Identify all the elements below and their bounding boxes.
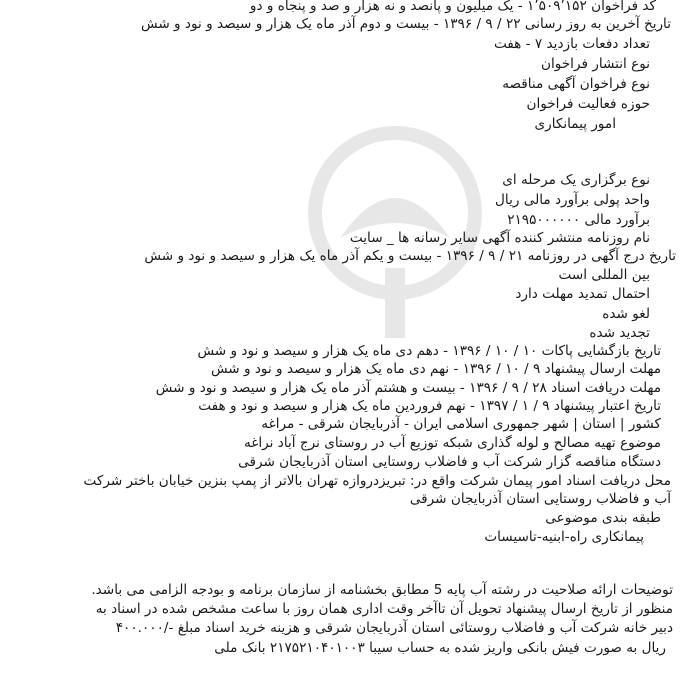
offer-validity-date: تاریخ اعتبار پیشنهاد ۹ / ۱ / ۱۳۹۷ - نهم فروردین ماه یک هزار و سیصد و نود و هفت bbox=[198, 398, 661, 414]
currency-unit: واحد پولی برآورد مالی ریال bbox=[495, 192, 650, 208]
subject-classification: طبقه بندی موضوعی bbox=[545, 510, 661, 526]
description-line-2: منظور از تاریخ ارسال پیشنهاد تحویل آن تاآخر وقت اداری همان روز با ساعت مشخص شده در اسناد به bbox=[95, 601, 673, 617]
opening-date: تاریخ بازگشایی پاکات ۱۰ / ۱۰ / ۱۳۹۶ - دهم دی ماه یک هزار و سیصد و نود و شش bbox=[197, 343, 661, 359]
submission-deadline: مهلت ارسال پیشنهاد ۹ / ۱۰ / ۱۳۹۶ - نهم دی ماه یک هزار و سیصد و نود و شش bbox=[210, 361, 661, 377]
view-count: تعداد دفعات بازدید ۷ - هفت bbox=[493, 36, 650, 52]
classification-value: پیمانکاری راه-ابنیه-تاسیسات bbox=[484, 529, 644, 545]
location: کشور | استان | شهر جمهوری اسلامی ایران - آذربایجان شرقی - مراغه bbox=[261, 416, 661, 432]
holding-type: نوع برگزاری یک مرحله ای bbox=[502, 172, 650, 188]
publication-type: نوع انتشار فراخوان bbox=[540, 56, 650, 72]
subject: موضوع تهیه مصالح و لوله گذاری شبکه توزیع آب در روستای نرج آباد نراغه bbox=[243, 435, 661, 451]
description-line-4: ریال به صورت فیش بانکی واریز شده به حساب سیبا ۲۱۷۵۲۱۰۴۰۱۰۰۳ بانک ملی bbox=[214, 640, 666, 656]
newspaper-name: نام روزنامه منتشر کننده آگهی سایر رسانه ها _ سایت bbox=[349, 230, 650, 246]
last-update-date: تاریخ آخرین به روز رسانی ۲۲ / ۹ / ۱۳۹۶ - بیست و دوم آذر ماه یک هزار و سیصد و نود و شش bbox=[140, 16, 671, 32]
document-pickup-address: محل دریافت اسناد امور پیمان شرکت واقع در: تبریزدروازه تهران بالاتر از پمپ بنزین خیابان باختر شرکت bbox=[83, 473, 671, 489]
documents-deadline: مهلت دریافت اسناد ۲۸ / ۹ / ۱۳۹۶ - بیست و هشتم آذر ماه یک هزار و سیصد و نود و شش bbox=[155, 380, 661, 396]
document-pickup-address-cont: آب و فاضلاب روستایی استان آذربایجان شرقی bbox=[409, 491, 671, 507]
international-flag: بین المللی است bbox=[558, 267, 650, 283]
description-line-3: دبیر خانه شرکت آب و فاضلاب روستائی استان آذربایجان شرقی و هزینه خرید اسناد مبلغ -/۴۰۰.۰۰۰ bbox=[115, 620, 673, 636]
activity-field-value: امور پیمانکاری bbox=[534, 116, 616, 132]
activity-field-heading: حوزه فعالیت فراخوان bbox=[526, 96, 650, 112]
renewed-flag: تجدید شده bbox=[589, 325, 650, 341]
estimated-budget: برآورد مالی ۲۱۹۵۰۰۰۰۰۰ bbox=[507, 212, 650, 228]
tender-type: نوع فراخوان آگهی مناقصه bbox=[502, 76, 650, 92]
tender-code: کد فراخوان ۱٬۵۰۹٬۱۵۲ - یک میلیون و پانصد و نه هزار و صد و پنجاه و دو bbox=[249, 0, 656, 14]
cancelled-flag: لغو شده bbox=[602, 306, 650, 322]
newspaper-date: تاریخ درج آگهی در روزنامه ۲۱ / ۹ / ۱۳۹۶ - بیست و یکم آذر ماه یک هزار و سیصد و نود و شش bbox=[144, 248, 676, 264]
extension-possible: احتمال تمدید مهلت دارد bbox=[515, 286, 650, 302]
description-line-1: توضیحات ارائه صلاحیت در رشته آب پایه 5 مطابق بخشنامه از سازمان برنامه و بودجه الزامی می باشد. bbox=[91, 582, 673, 598]
tendering-organization: دستگاه مناقصه گزار شرکت آب و فاضلاب روستایی استان آذربایجان شرقی bbox=[238, 454, 661, 470]
